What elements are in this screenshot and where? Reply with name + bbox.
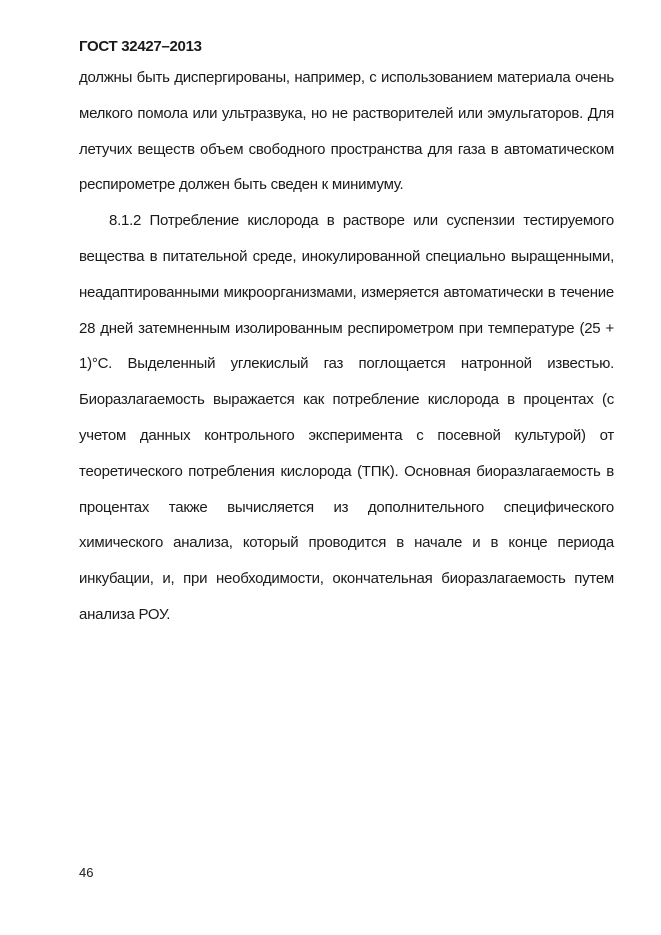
paragraph-8-1-2: 8.1.2 Потребление кислорода в растворе или суспензии тестируемого вещества в питательной среде, инокулированной специально выращенными, неадаптированными микроорганизмами, измеряется автоматически в течение 28 дней затемненным изолированным респирометром при температуре (25 + 1)°С. Выделенный углекислый газ поглощается натронной известью. Биоразлагаемость выражается как потребление кислорода в процентах (с учетом данных контрольного эксперимента с посевной культурой) от теоретического потребления кислорода (ТПК). Основная биоразлагаемость в процентах также вычисляется из дополнительного специфического химического анализа, который проводится в начале и в конце периода инкубации, и, при необходимости, окончательная биоразлагаемость путем анализа РОУ. bbox=[79, 212, 614, 623]
page-number: 46 bbox=[79, 865, 94, 880]
document-body bbox=[79, 60, 614, 633]
paragraph-continuation: должны быть диспергированы, например, с использованием материала очень мелкого помола или ультразвука, но не растворителей или эмульгаторов. Для летучих веществ объем свободного пространства для газа в автоматическом респирометре должен быть сведен к минимуму. bbox=[79, 69, 614, 194]
document-standard-header: ГОСТ 32427–2013 bbox=[79, 38, 202, 55]
